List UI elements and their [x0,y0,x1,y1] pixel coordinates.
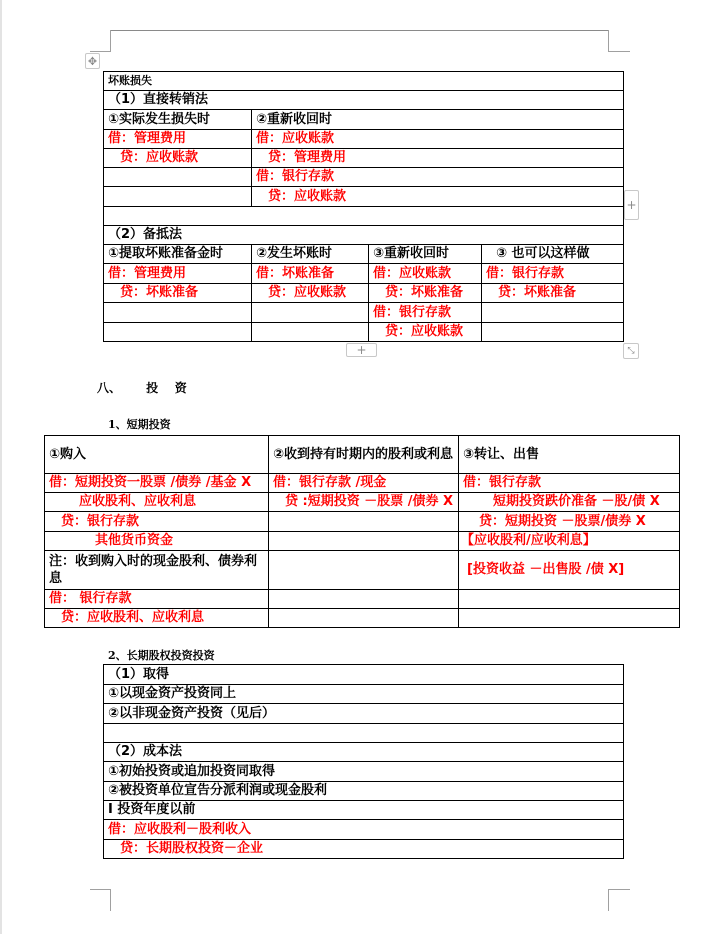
journal-entry: 借：应收账款 [252,130,624,149]
journal-entry: 贷：坏账准备 [369,284,482,303]
table-row [45,590,680,609]
table-title: 坏账损失 [104,72,624,91]
table-row: ①初始投资或追加投资同取得 [104,762,624,782]
short-term-investment-table [44,435,680,628]
margin-corner-mark [90,51,111,52]
journal-entry: 借：管理费用 [104,130,252,149]
add-column-button[interactable] [624,190,639,220]
journal-entry: 借：短期投资一股票 /债券 /基金 X [45,474,269,493]
column-header: ③ 也可以这样做 [482,245,624,264]
journal-entry: 贷：应收账款 [252,187,624,207]
journal-entry: 贷：短期投资 －股票/债券 X [459,512,680,532]
section-label: （1）取得 [104,665,624,685]
journal-entry: 贷：坏账准备 [482,284,624,303]
move-arrows-icon[interactable]: ✥ [85,53,100,69]
journal-entry [269,590,459,609]
journal-entry: 借：应收股利－股利收入 [104,820,624,840]
journal-entry [252,303,369,323]
journal-entry: 借：银行存款 [369,303,482,323]
plus-icon: + [626,198,637,212]
column-header: ①提取坏账准备金时 [104,245,252,264]
journal-entry [269,532,459,551]
column-header: ③转让、出售 [459,436,680,474]
table-row [104,168,624,187]
journal-entry [459,590,680,609]
table-row [45,493,680,512]
journal-entry: 借：管理费用 [104,264,252,284]
section-label: （2）备抵法 [104,226,624,245]
blank-row [104,724,624,743]
journal-entry: [投资收益 －出售股 /债 X] [459,551,680,590]
blank-row [104,207,624,226]
margin-corner-mark [608,889,630,890]
column-header: ①购入 [45,436,269,474]
journal-entry: 贷：长期股权投资－企业 [104,840,624,859]
journal-entry [482,323,624,342]
journal-entry: 应收股利、应收利息 [45,493,269,512]
add-row-button[interactable] [346,343,377,357]
section-label: （1）直接转销法 [104,91,624,110]
journal-entry: 贷：应收账款 [369,323,482,342]
journal-entry [459,609,680,628]
table-row [104,130,624,149]
journal-entry [269,609,459,628]
table-row [104,149,624,168]
subsection-heading: 2、长期股权投资投资 [108,649,215,662]
table-row [104,323,624,342]
margin-corner-mark [90,889,111,890]
journal-entry: 借：银行存款 [482,264,624,284]
table-row [104,187,624,207]
section-heading: 八、 投 资 [97,381,187,395]
margin-corner-mark [110,30,111,51]
journal-entry [104,187,252,207]
journal-entry: 贷：应收股利、应收利息 [45,609,269,628]
journal-entry: 借：银行存款 [459,474,680,493]
note-text: 注：收到购入时的现金股利、债券利息 [45,551,269,590]
resize-diagonal-icon[interactable]: ⤡ [623,343,639,359]
column-header: ②重新收回时 [252,110,624,130]
table-row: ①以现金资产投资同上 [104,685,624,704]
page-left-edge [0,0,2,934]
journal-entry: 其他货币资金 [45,532,269,551]
column-header: ②收到持有时期内的股利或利息 [269,436,459,474]
table-row [104,264,624,284]
plus-icon: + [356,343,367,357]
subsection-heading: 1、短期投资 [108,418,171,431]
table-row: ②以非现金资产投资（见后） [104,704,624,724]
journal-entry: 借： 银行存款 [45,590,269,609]
journal-entry [269,512,459,532]
margin-corner-mark [608,30,609,51]
journal-entry [104,168,252,187]
bad-debt-table [103,71,624,342]
column-header: ②发生坏账时 [252,245,369,264]
header-margin-line [110,30,609,31]
section-label: （2）成本法 [104,743,624,762]
long-term-investment-table [103,664,624,859]
table-row [45,512,680,532]
table-row [45,551,680,590]
table-row: ②被投资单位宣告分派利润或现金股利 [104,782,624,801]
journal-entry: 贷：银行存款 [45,512,269,532]
journal-entry [104,323,252,342]
table-row [45,474,680,493]
journal-entry [104,303,252,323]
journal-entry: 借：银行存款 /现金 [269,474,459,493]
column-header: ①实际发生损失时 [104,110,252,130]
margin-corner-mark [608,51,630,52]
journal-entry: 借：银行存款 [252,168,624,187]
journal-entry: 贷：应收账款 [252,284,369,303]
table-row [45,532,680,551]
journal-entry [252,323,369,342]
margin-corner-mark [110,889,111,911]
journal-entry: 借：坏账准备 [252,264,369,284]
journal-entry: 贷：管理费用 [252,149,624,168]
table-row: I 投资年度以前 [104,801,624,820]
table-row [45,609,680,628]
journal-entry: 借：应收账款 [369,264,482,284]
table-row [104,303,624,323]
journal-entry: 贷：坏账准备 [104,284,252,303]
table-row [104,284,624,303]
journal-entry [269,551,459,590]
journal-entry: 贷：应收账款 [104,149,252,168]
journal-entry: 贷 :短期投资 －股票 /债券 X [269,493,459,512]
journal-entry: 短期投资跌价准备 －股/债 X [459,493,680,512]
journal-entry [482,303,624,323]
journal-entry: 【应收股利/应收利息】 [459,532,680,551]
column-header: ③重新收回时 [369,245,482,264]
margin-corner-mark [608,889,609,911]
